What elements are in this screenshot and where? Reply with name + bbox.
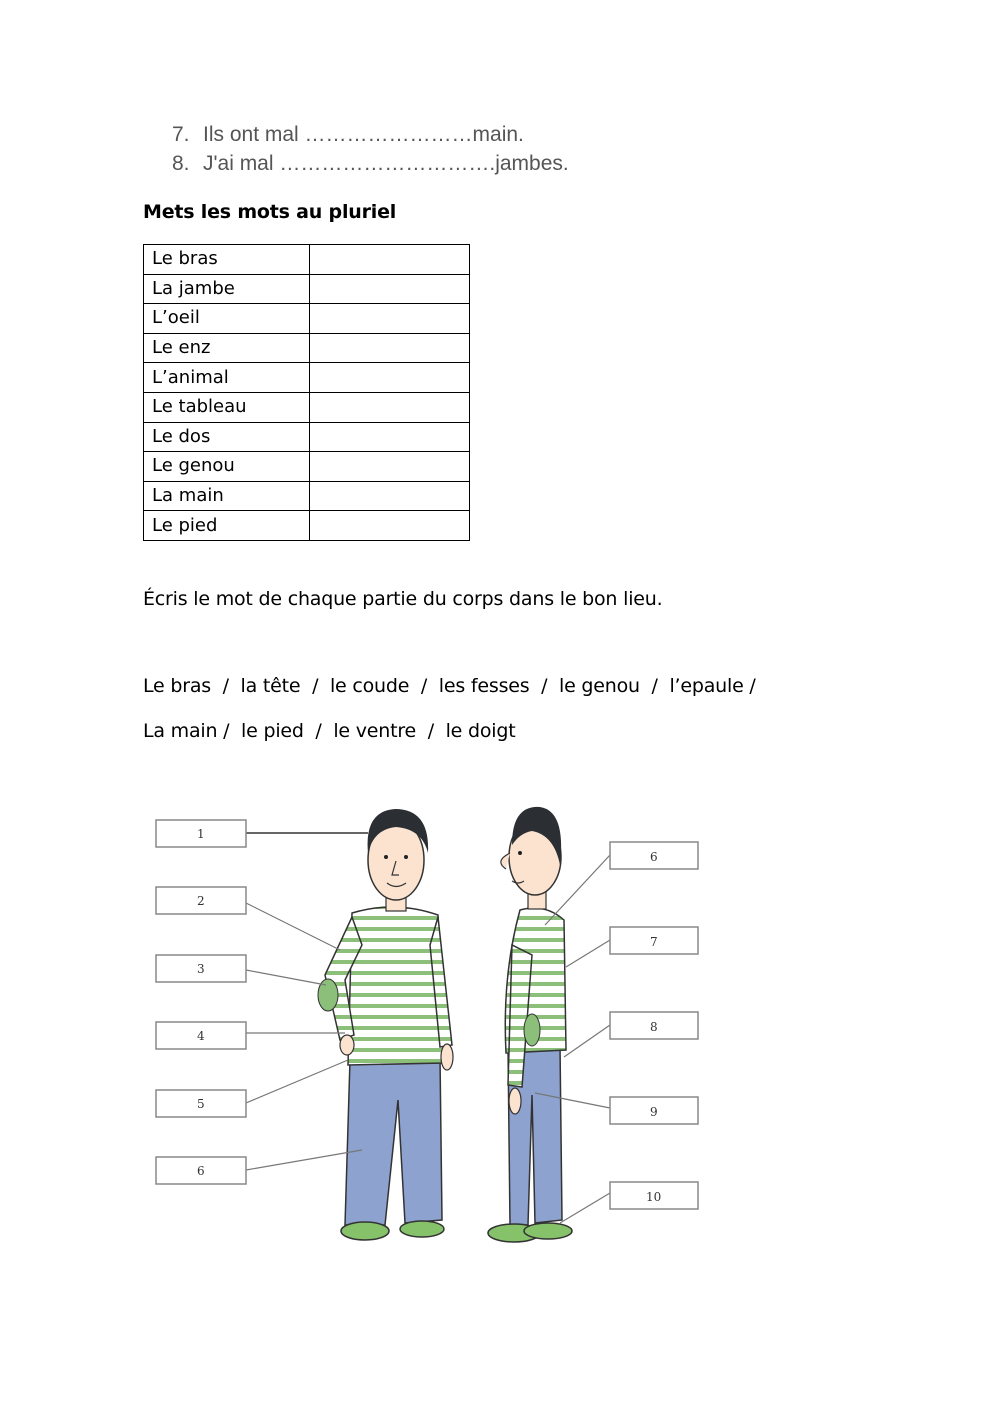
plural-answer-cell[interactable] bbox=[310, 392, 470, 422]
plural-answer-cell[interactable] bbox=[310, 304, 470, 334]
singular-word: Le genou bbox=[144, 452, 310, 482]
singular-word: Le pied bbox=[144, 511, 310, 541]
table-row bbox=[144, 392, 470, 422]
singular-word: Le dos bbox=[144, 422, 310, 452]
singular-word: Le bras bbox=[144, 245, 310, 275]
word-bank-line-1: Le bras / la tête / le coude / les fesses / le genou / l’epaule / bbox=[143, 675, 756, 697]
table-row bbox=[144, 333, 470, 363]
table-row bbox=[144, 422, 470, 452]
plural-answer-cell[interactable] bbox=[310, 245, 470, 275]
singular-word: L’oeil bbox=[144, 304, 310, 334]
label-number: 5 bbox=[197, 1097, 205, 1111]
table-row bbox=[144, 363, 470, 393]
singular-word: Le enz bbox=[144, 333, 310, 363]
table-row bbox=[144, 452, 470, 482]
plural-answer-cell[interactable] bbox=[310, 481, 470, 511]
label-number: 6 bbox=[197, 1164, 205, 1178]
singular-word: Le tableau bbox=[144, 392, 310, 422]
table-row bbox=[144, 274, 470, 304]
table-row bbox=[144, 481, 470, 511]
plural-section-title: Mets les mots au pluriel bbox=[143, 201, 397, 223]
plural-answer-cell[interactable] bbox=[310, 452, 470, 482]
side-figure bbox=[488, 807, 572, 1242]
table-row bbox=[144, 245, 470, 275]
label-number: 10 bbox=[646, 1190, 662, 1204]
plural-answer-cell[interactable] bbox=[310, 363, 470, 393]
body-instruction: Écris le mot de chaque partie du corps dans le bon lieu. bbox=[143, 588, 663, 610]
label-number: 8 bbox=[650, 1020, 658, 1034]
label-number: 4 bbox=[197, 1029, 205, 1043]
plural-table bbox=[143, 244, 470, 541]
plural-answer-cell[interactable] bbox=[310, 511, 470, 541]
table-row bbox=[144, 511, 470, 541]
label-number: 2 bbox=[197, 894, 205, 908]
body-parts-illustration bbox=[140, 795, 720, 1265]
label-number: 7 bbox=[650, 935, 658, 949]
label-number: 6 bbox=[650, 850, 658, 864]
label-number: 9 bbox=[650, 1105, 658, 1119]
plural-answer-cell[interactable] bbox=[310, 333, 470, 363]
singular-word: L’animal bbox=[144, 363, 310, 393]
singular-word: La main bbox=[144, 481, 310, 511]
sentence-7: 7. Ils ont mal ……………………main. bbox=[172, 123, 524, 146]
label-number: 1 bbox=[197, 827, 205, 841]
table-row bbox=[144, 304, 470, 334]
singular-word: La jambe bbox=[144, 274, 310, 304]
exercise-sentences bbox=[172, 120, 569, 178]
word-bank-line-2: La main / le pied / le ventre / le doigt bbox=[143, 720, 516, 742]
plural-answer-cell[interactable] bbox=[310, 274, 470, 304]
front-figure bbox=[318, 809, 453, 1240]
label-number: 3 bbox=[197, 962, 205, 976]
plural-answer-cell[interactable] bbox=[310, 422, 470, 452]
sentence-8: 8. J'ai mal ………………………….jambes. bbox=[172, 152, 569, 175]
